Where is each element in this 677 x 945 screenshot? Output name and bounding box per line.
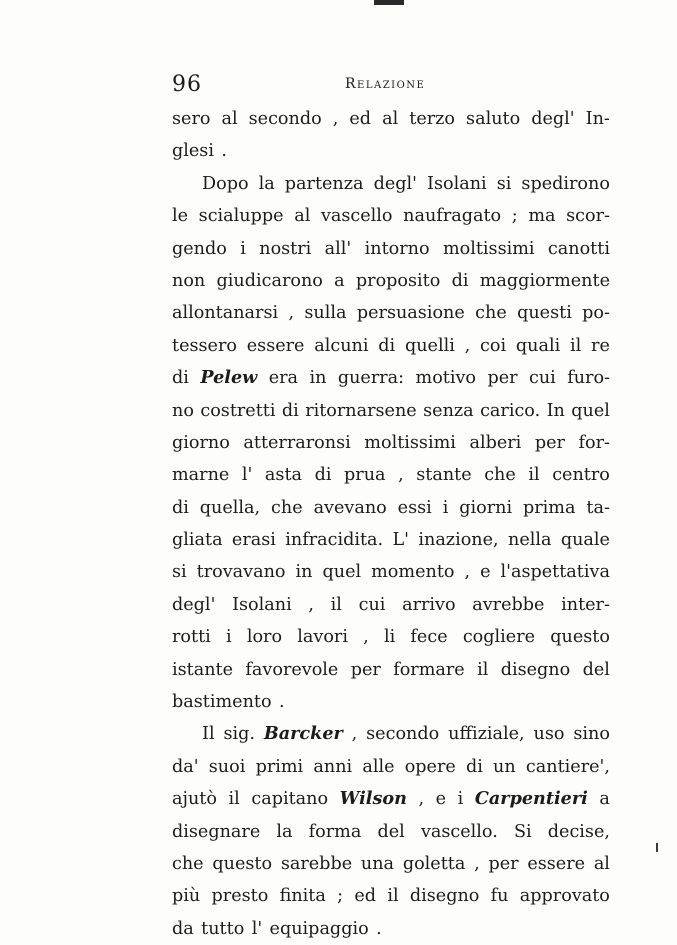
word: il [570, 335, 582, 356]
word: al [294, 206, 311, 227]
word: alberi [469, 432, 522, 453]
text-line [172, 330, 610, 362]
word: fece [410, 627, 448, 648]
word: sig. [223, 724, 255, 745]
word: sarebbe [280, 853, 353, 874]
word: inter- [561, 594, 610, 615]
word: canotti [547, 238, 610, 259]
word: loro [246, 627, 283, 648]
word: . [278, 692, 285, 713]
word: i [225, 627, 232, 648]
running-title: Relazione [345, 76, 426, 92]
word: che [484, 465, 516, 486]
word: , [288, 303, 295, 324]
top-edge-mark [374, 0, 404, 5]
word: essere [527, 853, 586, 874]
word: che [475, 303, 507, 324]
word: il [528, 465, 540, 486]
body-text [172, 103, 610, 945]
word: secondo [248, 109, 322, 129]
word: nella [507, 530, 552, 551]
word: quali [515, 335, 561, 356]
word: sino [573, 724, 610, 745]
word: moltissimi [442, 238, 535, 259]
word: marne [172, 465, 230, 486]
word: che [172, 853, 204, 874]
word: trovavano [196, 562, 286, 583]
text-line [172, 297, 610, 329]
word: il [228, 789, 240, 810]
word: re [591, 335, 610, 356]
text-line [172, 783, 610, 815]
text-line [172, 718, 610, 750]
word: atterraronsi [243, 432, 351, 453]
text-line [172, 233, 610, 265]
word: motivo [415, 368, 477, 389]
text-line [172, 751, 610, 783]
word: furo- [567, 368, 610, 389]
word: rotti [172, 627, 211, 648]
word: si [496, 173, 512, 194]
word: primi [255, 756, 304, 777]
word: di [172, 497, 189, 518]
word: l' [251, 918, 263, 939]
word: costretti [200, 400, 276, 421]
word: tutto [201, 918, 245, 939]
word: maggiormente [479, 270, 610, 291]
text-line [172, 395, 610, 427]
word: era [268, 368, 299, 389]
text-line [172, 103, 610, 135]
word: , [464, 335, 471, 356]
word: Dopo [202, 173, 249, 194]
text-line [172, 556, 610, 588]
word: formare [393, 659, 465, 680]
word: forma [308, 821, 362, 842]
word: presto [211, 886, 269, 907]
word: e [435, 789, 447, 810]
word: la [258, 173, 275, 194]
word: stante [416, 465, 472, 486]
word: infracidita. [285, 530, 384, 551]
word: i [442, 497, 449, 518]
word: in [295, 562, 313, 583]
word: , [398, 465, 404, 486]
word: questo [550, 627, 610, 648]
word: un [493, 756, 516, 777]
word: , [308, 594, 314, 615]
word: , [464, 562, 471, 583]
word: prua [344, 465, 386, 486]
word: alle [362, 756, 395, 777]
word: si [172, 562, 187, 583]
word: Isolani [427, 173, 487, 194]
word: al [382, 109, 399, 129]
text-line [172, 848, 610, 880]
word: quale [560, 530, 610, 551]
text-line [172, 621, 610, 653]
word: for- [578, 432, 610, 453]
word: fu [490, 886, 509, 907]
word: a [334, 270, 345, 291]
word: la [276, 821, 293, 842]
word: guerra: [337, 368, 405, 389]
word: quel [322, 562, 362, 583]
word: moltissimi [364, 432, 456, 453]
word: centro [552, 465, 610, 486]
word: finita [279, 886, 326, 907]
word: persuasione [356, 303, 465, 324]
word: di [281, 400, 299, 421]
page-header [172, 68, 462, 108]
text-line [172, 654, 610, 686]
word: inazione, [418, 530, 499, 551]
word: no [172, 400, 194, 421]
word: nostri [259, 238, 312, 259]
word: per [488, 853, 519, 874]
word: asta [264, 465, 302, 486]
word: degl' [373, 173, 417, 194]
word: prima [523, 497, 576, 518]
word: , [418, 789, 425, 810]
word: al [593, 853, 610, 874]
word: di [314, 465, 332, 486]
word: giorno [172, 432, 230, 453]
word: di [451, 270, 469, 291]
word: disegnare [172, 821, 261, 842]
word: scor- [566, 206, 610, 227]
word: suoi [208, 756, 246, 777]
word: lavori [297, 627, 348, 648]
word: scialuppe [198, 206, 284, 227]
word: , [351, 724, 358, 745]
word: erasi [231, 530, 276, 551]
word: il [330, 594, 342, 615]
word: l'aspettativa [500, 562, 610, 583]
word: per [350, 659, 381, 680]
word: ; [337, 886, 344, 907]
word: all' [324, 238, 352, 259]
word: a [599, 789, 610, 810]
word: tessero [172, 335, 237, 356]
word: ed [354, 886, 377, 907]
word: opere [404, 756, 456, 777]
italic-word: Pelew [200, 367, 258, 389]
word: In- [585, 109, 610, 129]
word: secondo [366, 724, 440, 745]
text-line [172, 362, 610, 394]
word: in [309, 368, 327, 389]
word: non [172, 270, 206, 291]
page-number: 96 [172, 72, 202, 97]
text-line [172, 200, 610, 232]
word: quella, [199, 497, 261, 518]
word: . [221, 141, 227, 162]
word: L' [392, 530, 410, 551]
word: goletta [402, 853, 466, 874]
word: ta- [586, 497, 610, 518]
word: senza [423, 400, 474, 421]
word: proposito [355, 270, 441, 291]
word: disegno [409, 886, 480, 907]
word: , [363, 627, 369, 648]
word: approvato [519, 886, 610, 907]
word: del [582, 659, 610, 680]
word: li [383, 627, 396, 648]
text-line [172, 427, 610, 459]
word: istante [172, 659, 234, 680]
text-line [172, 459, 610, 491]
word: sulla [304, 303, 347, 324]
word: per [487, 368, 518, 389]
word: Si [513, 821, 532, 842]
word: vascello [320, 206, 393, 227]
word: il [387, 886, 399, 907]
word: il [477, 659, 489, 680]
word: cogliere [462, 627, 536, 648]
italic-word: Wilson [339, 788, 407, 810]
word: essere [246, 335, 305, 356]
word: avrebbe [472, 594, 545, 615]
text-line [172, 816, 610, 848]
word: da' [172, 756, 199, 777]
word: gendo [172, 238, 227, 259]
word: di [465, 756, 483, 777]
word: di [172, 368, 189, 389]
word: allontanarsi [172, 303, 279, 324]
word: avevano [313, 497, 387, 518]
word: ; [511, 206, 518, 227]
word: questo [212, 853, 273, 874]
word: terzo [409, 109, 456, 129]
text-line [172, 168, 610, 200]
word: Isolani [232, 594, 292, 615]
word: . [376, 918, 382, 939]
word: giorni [459, 497, 513, 518]
word: ajutò [172, 789, 217, 810]
word: gliata [172, 530, 223, 551]
word: momento [371, 562, 455, 583]
text-line [172, 589, 610, 621]
text-line [172, 880, 610, 912]
word: disegno [500, 659, 571, 680]
word: uffiziale, [448, 724, 525, 745]
word: cui [358, 594, 386, 615]
word: intorno [364, 238, 430, 259]
word: glesi [172, 141, 214, 162]
word: cantiere', [525, 756, 610, 777]
word: uso [533, 724, 565, 745]
word: degl' [172, 594, 216, 615]
word: coi [480, 335, 507, 356]
word: cui [528, 368, 556, 389]
word: anni [313, 756, 353, 777]
word: le [172, 206, 189, 227]
margin-mark [656, 843, 658, 852]
text-line [172, 524, 610, 556]
word: ma [528, 206, 556, 227]
italic-word: Carpentieri [474, 788, 588, 810]
word: equipaggio [269, 918, 369, 939]
word: questi [517, 303, 572, 324]
word: più [172, 886, 201, 907]
word: di [378, 335, 396, 356]
word: i [457, 789, 464, 810]
text-line [172, 135, 610, 167]
word: essi [397, 497, 432, 518]
word: , [474, 853, 480, 874]
text-line [172, 686, 610, 718]
word: alcuni [314, 335, 369, 356]
word: i [240, 238, 246, 259]
word: ritornarsene [305, 400, 417, 421]
word: carico. [480, 400, 541, 421]
word: , [332, 109, 339, 129]
word: sero [172, 109, 211, 129]
text-line [172, 913, 610, 945]
word: quelli [404, 335, 455, 356]
italic-word: Barcker [263, 723, 343, 745]
word: giudicarono [216, 270, 323, 291]
word: capitano [251, 789, 329, 810]
word: partenza [284, 173, 364, 194]
word: po- [582, 303, 610, 324]
word: degl' [531, 109, 575, 129]
word: per [534, 432, 565, 453]
word: arrivo [402, 594, 456, 615]
word: una [360, 853, 395, 874]
word: l' [241, 465, 253, 486]
word: bastimento [172, 692, 272, 713]
word: Il [202, 724, 215, 745]
word: ed [349, 109, 372, 129]
word: del [377, 821, 405, 842]
text-line [172, 265, 610, 297]
word: naufragato [403, 206, 502, 227]
word: al [221, 109, 238, 129]
word: In [546, 400, 565, 421]
word: che [271, 497, 303, 518]
word: spedirono [521, 173, 610, 194]
word: favorevole [245, 659, 339, 680]
word: decise, [547, 821, 610, 842]
word: vascello. [420, 821, 498, 842]
word: quel [571, 400, 610, 421]
word: e [480, 562, 491, 583]
text-line [172, 492, 610, 524]
word: da [172, 918, 194, 939]
word: saluto [466, 109, 521, 129]
